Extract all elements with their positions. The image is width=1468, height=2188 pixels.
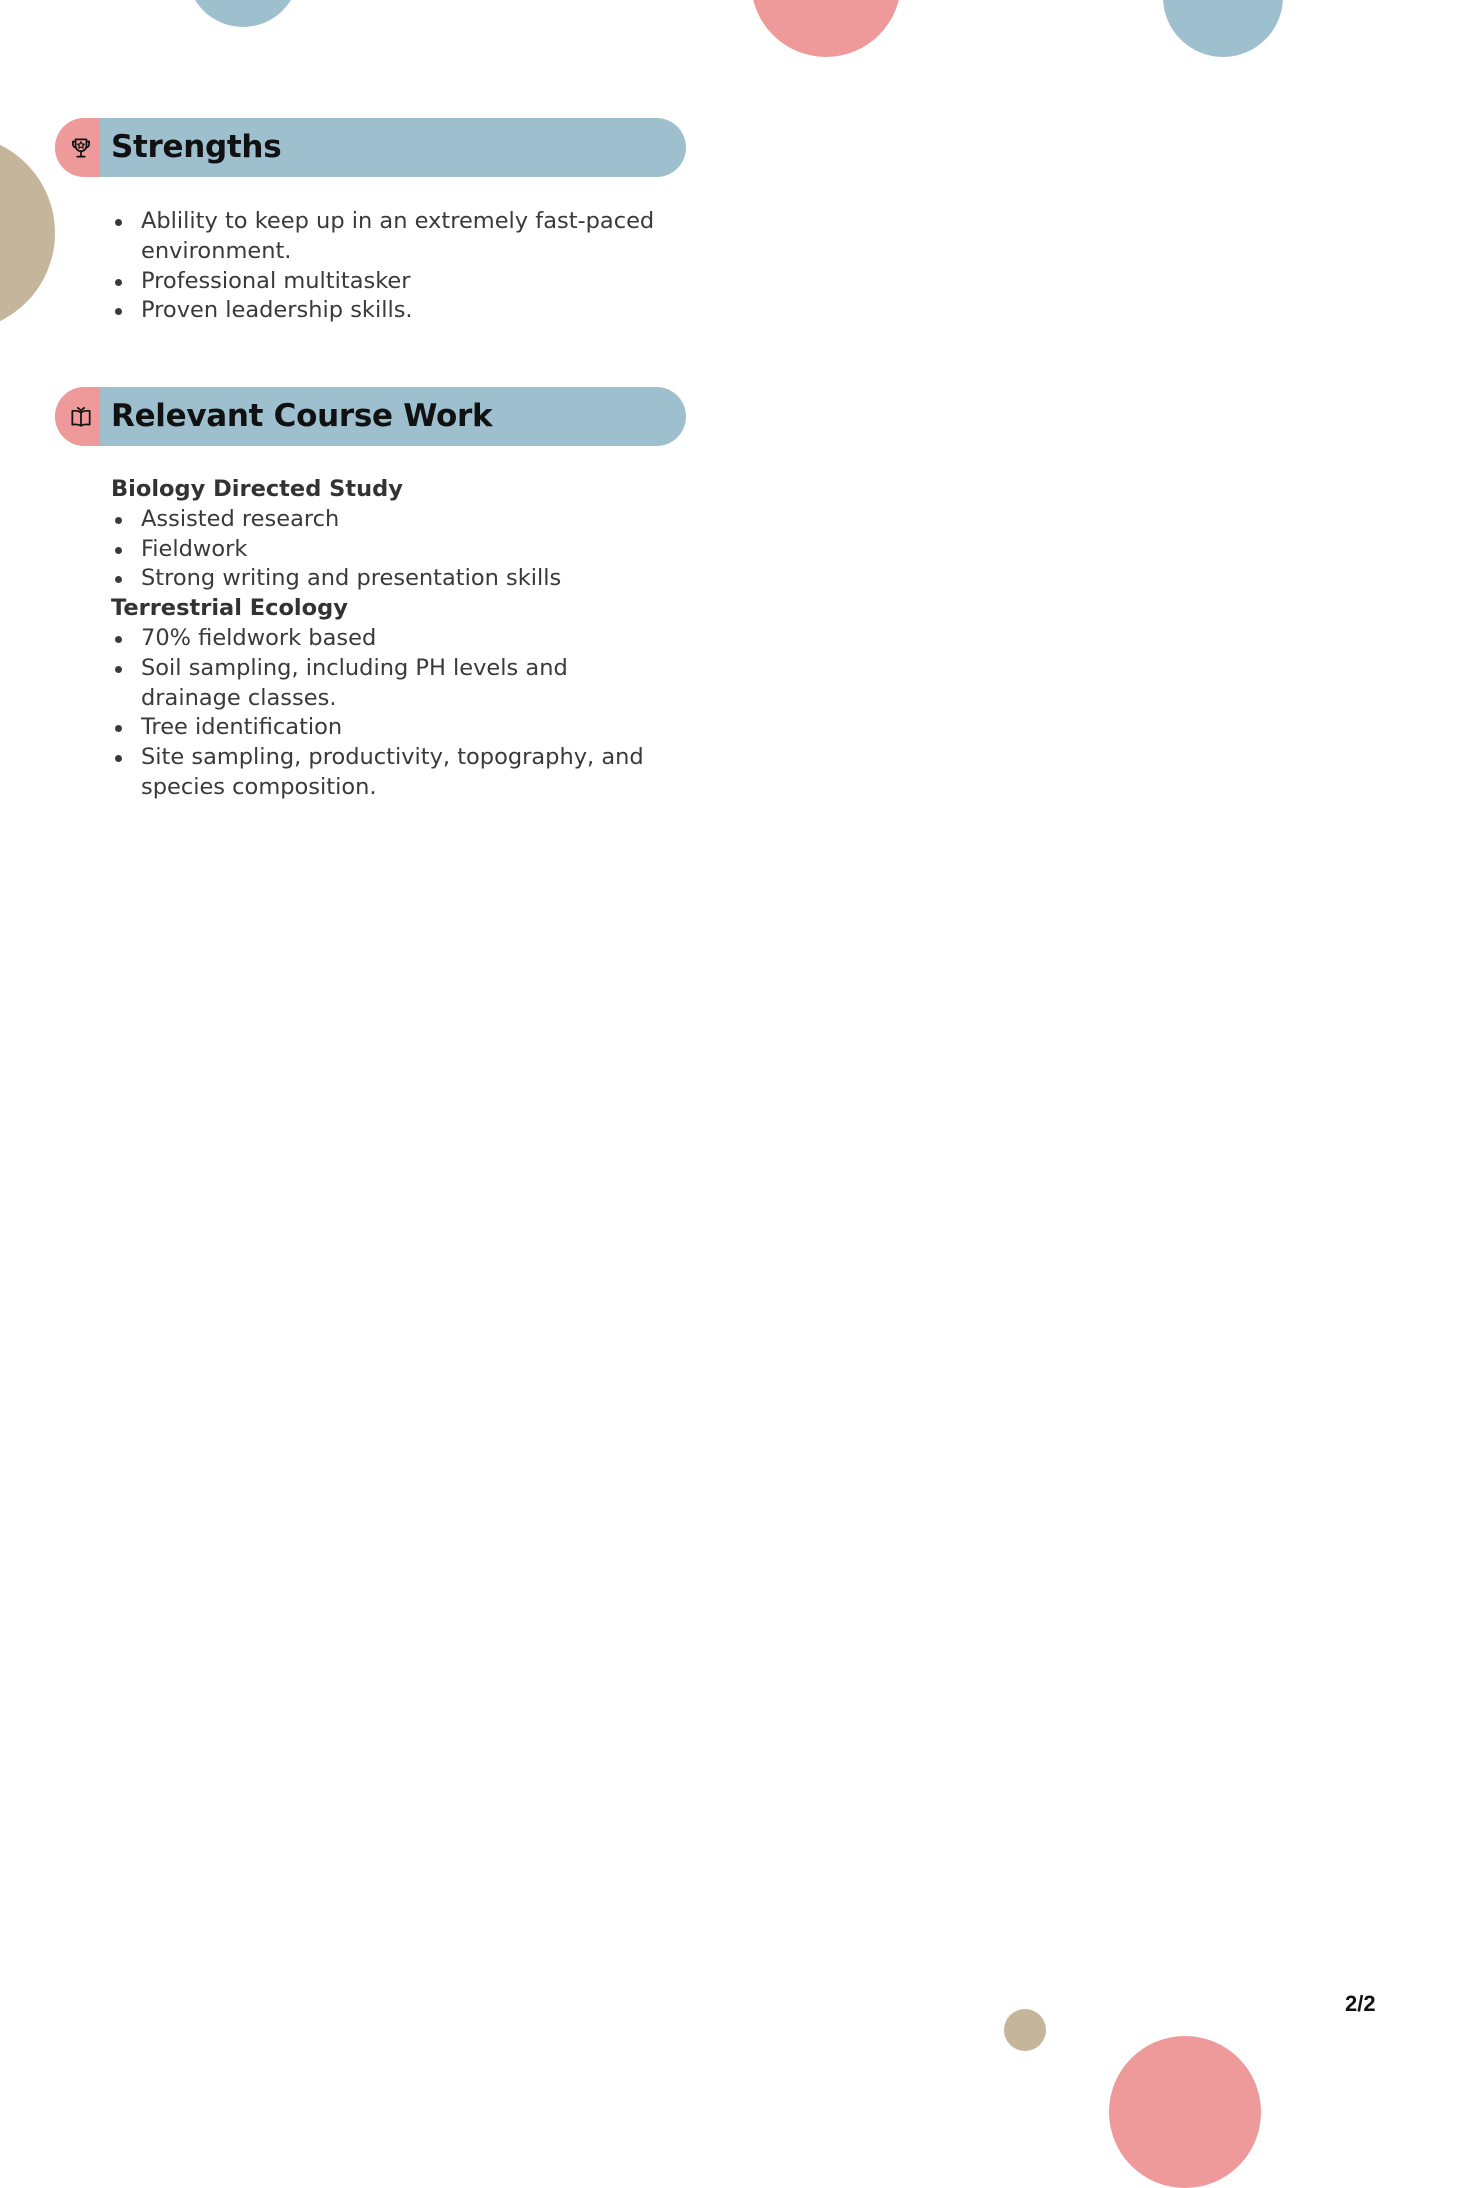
decorative-circle-left: [0, 135, 55, 331]
course-work-content: [111, 475, 671, 803]
decorative-circle-bottom-small: [1004, 2009, 1046, 2051]
course-list: [111, 505, 671, 594]
list-item: Soil sampling, including PH levels and drainage classes.: [111, 654, 671, 714]
list-item: Proven leadership skills.: [111, 296, 671, 326]
decorative-circle-top-center: [751, 0, 901, 57]
decorative-circle-bottom: [1109, 2036, 1261, 2188]
section-header-relevant-course-work: [55, 387, 686, 446]
list-item: Assisted research: [111, 505, 671, 535]
decorative-circle-top-right: [1163, 0, 1283, 57]
open-book-icon: [68, 404, 94, 430]
list-item: Ablility to keep up in an extremely fast-paced environment.: [111, 207, 671, 267]
trophy-icon: [68, 135, 94, 161]
page-number: 2/2: [1345, 1991, 1376, 2016]
decorative-circle-top-left: [187, 0, 299, 27]
section-header-strengths: [55, 118, 686, 177]
section-title: Relevant Course Work: [111, 398, 493, 434]
list-item: Fieldwork: [111, 535, 671, 565]
list-item: Strong writing and presentation skills: [111, 564, 671, 594]
strengths-content: [111, 207, 671, 326]
section-title: Strengths: [111, 129, 282, 165]
strengths-list: [111, 207, 671, 326]
course-heading: Terrestrial Ecology: [111, 595, 348, 622]
course-heading: Biology Directed Study: [111, 476, 403, 502]
list-item: 70% fieldwork based: [111, 624, 671, 654]
section-icon-cap: [55, 118, 100, 177]
section-icon-cap: [55, 387, 100, 446]
course-list: [111, 624, 671, 803]
list-item: Professional multitasker: [111, 267, 671, 297]
list-item: Tree identification: [111, 713, 671, 743]
list-item: Site sampling, productivity, topography, and species composition.: [111, 743, 671, 803]
